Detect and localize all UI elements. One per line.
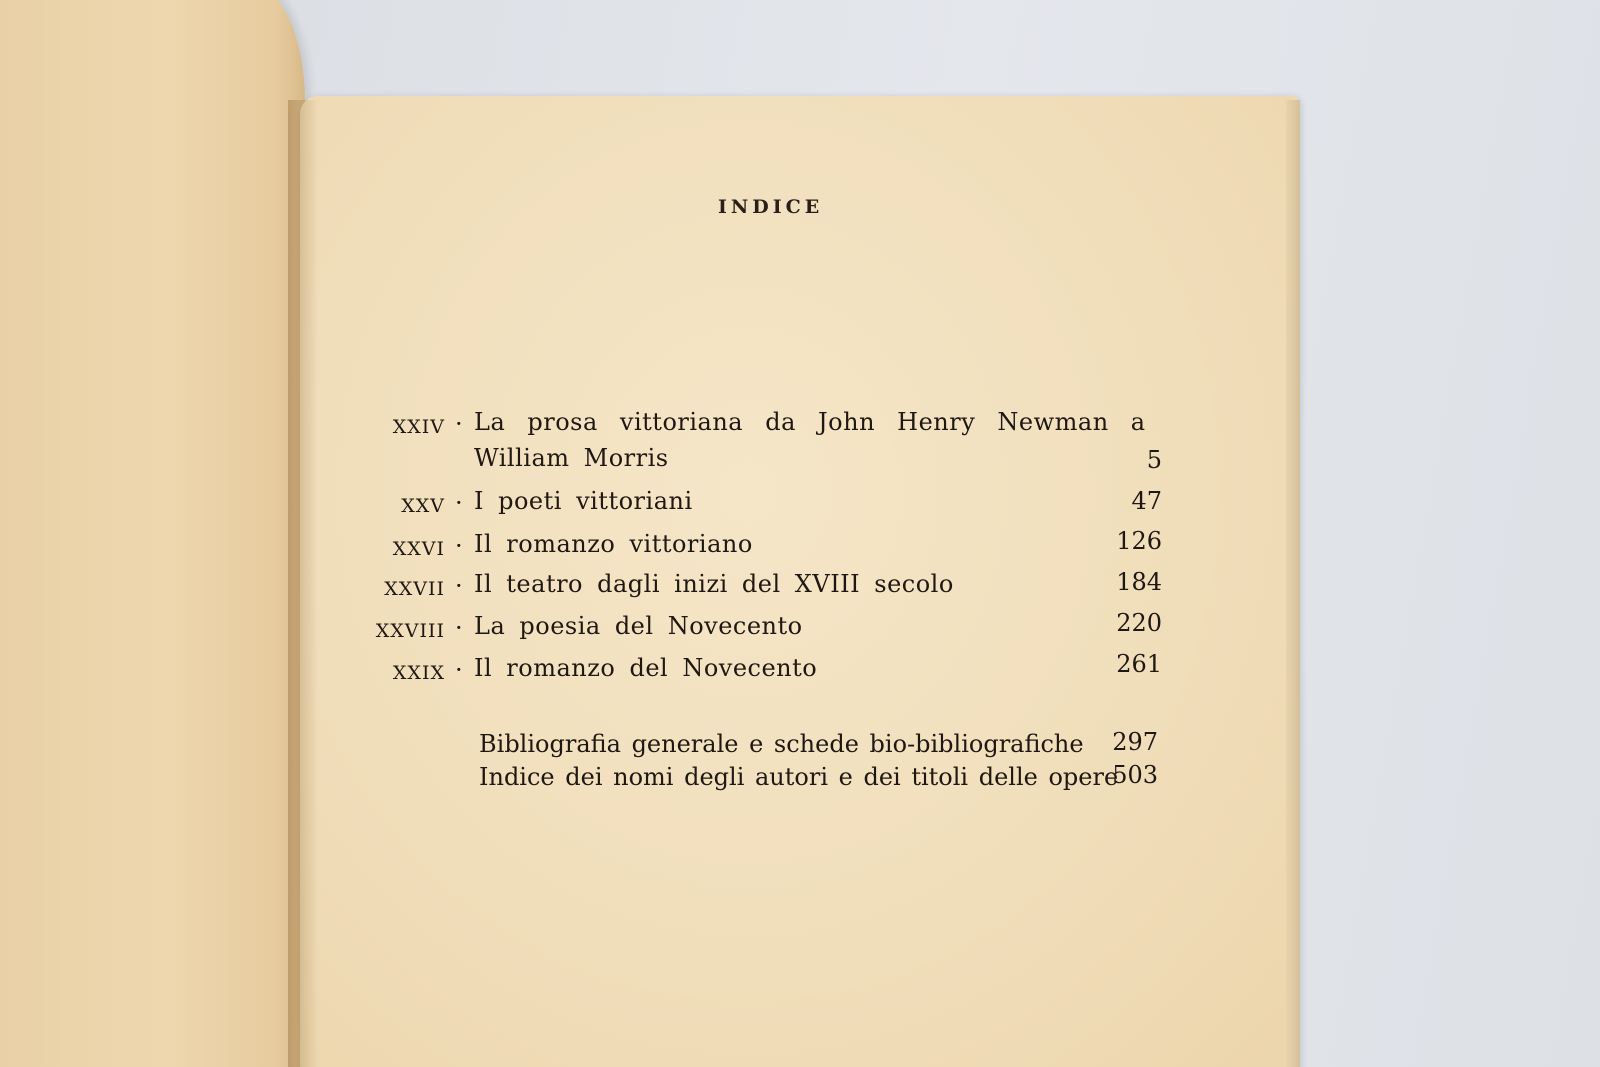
chapter-title: Il teatro dagli inizi del XVIII secolo bbox=[474, 570, 954, 598]
chapter-title: La prosa vittoriana da John Henry Newman a bbox=[474, 408, 1146, 436]
chapter-numeral: XXVII bbox=[384, 578, 445, 600]
chapter-title: I poeti vittoriani bbox=[474, 487, 693, 515]
chapter-title-continued: William Morris bbox=[474, 444, 669, 472]
appendix-page: 297 bbox=[1112, 728, 1158, 756]
chapter-numeral: XXVI bbox=[392, 538, 445, 560]
page-edge bbox=[1286, 100, 1300, 1067]
page-title: INDICE bbox=[718, 196, 824, 218]
book-gutter bbox=[288, 100, 318, 1067]
left-page bbox=[0, 0, 305, 1067]
chapter-numeral: XXIX bbox=[392, 662, 445, 684]
chapter-numeral: XXVIII bbox=[375, 620, 445, 642]
chapter-numeral: XXV bbox=[401, 495, 445, 517]
appendix-title: Indice dei nomi degli autori e dei titoli delle opere bbox=[479, 763, 1119, 791]
chapter-separator: · bbox=[455, 614, 463, 642]
chapter-separator: · bbox=[455, 489, 463, 517]
chapter-page: 126 bbox=[1116, 527, 1162, 555]
chapter-separator: · bbox=[455, 572, 463, 600]
appendix-page: 503 bbox=[1112, 761, 1158, 789]
chapter-separator: · bbox=[455, 410, 463, 438]
chapter-page: 261 bbox=[1116, 650, 1162, 678]
appendix-title: Bibliografia generale e schede bio-bibliografiche bbox=[479, 730, 1084, 758]
chapter-page: 47 bbox=[1131, 487, 1162, 515]
chapter-title: La poesia del Novecento bbox=[474, 612, 803, 640]
chapter-page: 184 bbox=[1116, 568, 1162, 596]
chapter-page: 5 bbox=[1146, 446, 1162, 474]
chapter-title: Il romanzo del Novecento bbox=[474, 654, 818, 682]
chapter-page: 220 bbox=[1116, 609, 1162, 637]
chapter-separator: · bbox=[455, 532, 463, 560]
chapter-numeral: XXIV bbox=[392, 416, 445, 438]
chapter-separator: · bbox=[455, 656, 463, 684]
chapter-title: Il romanzo vittoriano bbox=[474, 530, 753, 558]
